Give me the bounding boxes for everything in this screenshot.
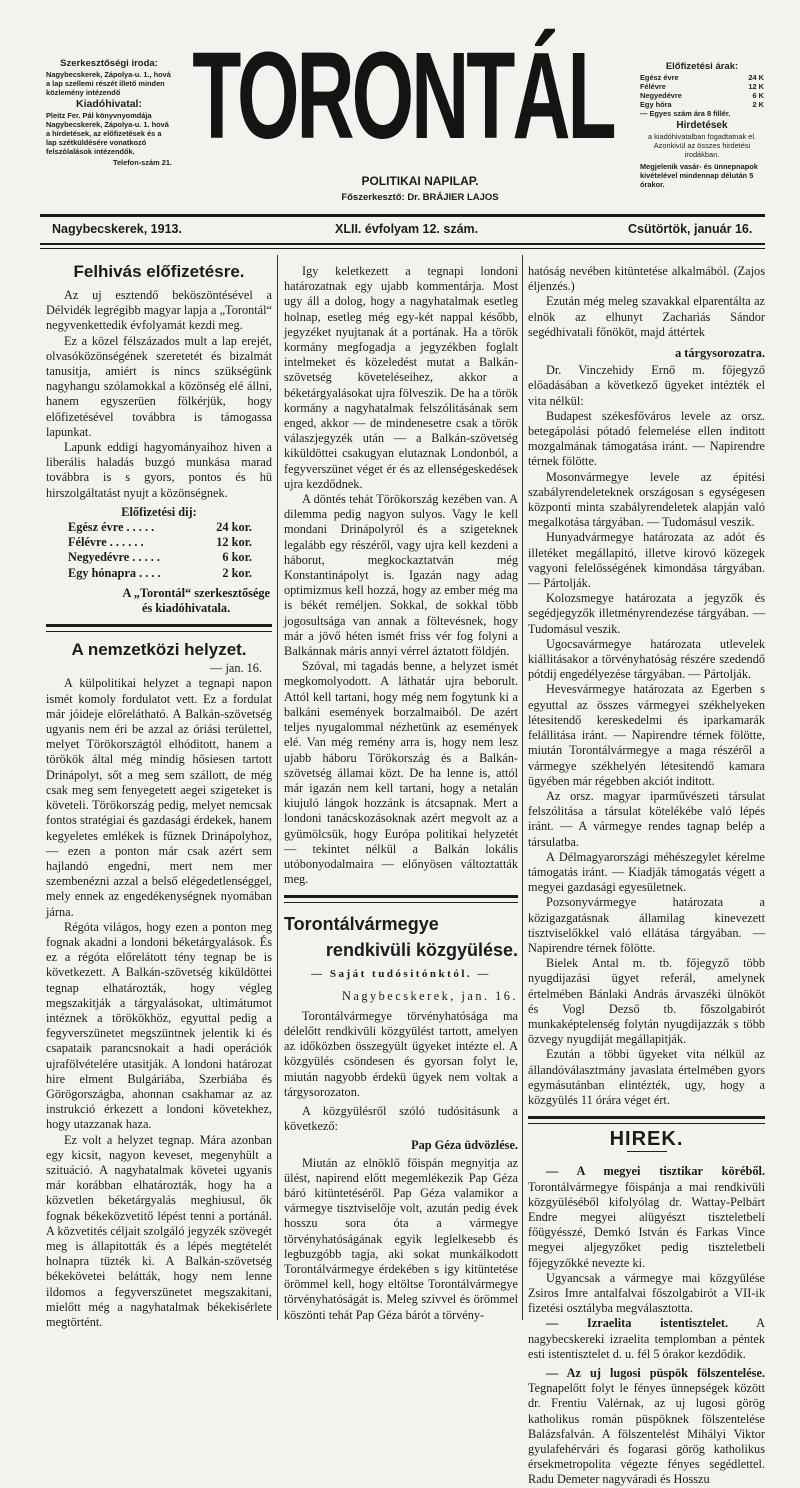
fee-label: Egy hónapra . . . . xyxy=(68,565,161,580)
news-item-lead: — Az uj lugosi püspök fölszentelése. xyxy=(546,1366,765,1381)
dateline-date: Csütörtök, január 16. xyxy=(628,222,753,236)
fee-row xyxy=(46,520,272,535)
price-label: Félévre xyxy=(640,82,666,91)
publisher-text: Pleitz Fer. Pál könyvnyomdája Nagybecskerek, Zápolya-u. 1. hová a hirdetések, az előfizetések és a lap szétküldésére vonatkozó felszólalások intézendők. xyxy=(46,111,169,156)
article-paragraph: Ezután még meleg szavakkal elparentálta az elnök az elhunyt Zachariás Sándor segédhivatali főnököt, majd áttértek xyxy=(528,294,765,339)
article-title-line1: Torontálvármegye xyxy=(284,914,439,935)
section-rule xyxy=(46,624,272,632)
article-subheading: Pap Géza üdvözlése. xyxy=(411,1138,518,1153)
short-rule xyxy=(627,1151,667,1152)
editorial-office-text: Nagybecskerek, Zápolya-u. 1., hová a lap szellemi részét illető minden közlemény intézendő xyxy=(46,70,171,97)
news-item-lead: — Izraelita istentisztelet. xyxy=(546,1316,729,1331)
dateline-place-year: Nagybecskerek, 1913. xyxy=(52,222,182,236)
article-paragraph: A döntés tehát Törökország kezében van. A dilemma pedig nagyon sulyos. Vagy le kell mondani Drinápolyról és a szigeteknek legalább egy részéről, vagy ujra kell kezdeni a háborut, megkockaztatván még Konstantinápolyt is. Igazán nagy adag optimizmus kell hozzá, hogy az ember még ma is békét reméljen. Sokkal, de sokkal több jogosultsága van annak a föltevésnek, hogy már a jövő héten ismét friss vér fog folyni a Balkánnak máris annyi vérrel áztatott földjén. xyxy=(284,492,518,659)
price-label: Egy hóra xyxy=(640,100,672,109)
price-value: 12 K xyxy=(748,82,764,91)
fee-row xyxy=(46,535,272,550)
newspaper-title-logo: TORONTÁL xyxy=(192,28,614,165)
fee-label: Félévre . . . . . . xyxy=(68,535,144,550)
article-paragraph: Lapunk eddigi hagyományaihoz hiven a liberális haladás buzgó munkása marad továbbra is s gyors, pontos és hü hirszolgáltatást nyujt a közönségnek. xyxy=(46,440,272,500)
column-middle xyxy=(284,264,518,1323)
agenda-item: Ugocsavármegye határozata utlevelek kiállitásakor a törvényhatóság részére szedendő pótdij engedélyezése tárgyában. — Pártolják. xyxy=(528,636,765,682)
newspaper-subtitle: POLITIKAI NAPILAP. xyxy=(361,174,479,188)
section-rule xyxy=(284,895,518,903)
agenda-item: Az orsz. magyar iparművészeti társulat felszólitása a társulat kötelékébe való lépés iránt. — A vármegye rendes tagnap belép a társulatba. xyxy=(528,788,765,849)
fee-row xyxy=(46,566,272,581)
masthead-rule xyxy=(40,214,765,217)
news-item-text: Torontálvármegye főispánja a mai rendkivüli közgyüléséből kifolyólag dr. Wattay-Pelbárt Endre megyei alügyészt tiszteletbeli főügyésszé, Demkó István és Farkas Vince megyei aljegyzőket pedig tiszteletbeli főjegyzőkké nevezte ki. xyxy=(528,1179,765,1270)
news-item-text: A nagybecskereki izraelita templomban a péntek esti istentisztelet d. u. fél 5 órakor kezdődik. xyxy=(528,1316,765,1361)
subscription-prices-box xyxy=(640,62,764,189)
article-title: Felhivás előfizetésre. xyxy=(73,262,245,281)
subscription-fee-title: Előfizetési dij: xyxy=(121,504,197,519)
fee-label: Egész évre . . . . . xyxy=(68,520,155,535)
price-label: Egész évre xyxy=(640,73,679,82)
article-paragraph: Ez a közel félszázados mult a lap erejét, olvasóközönségének szeretetét és bizalmát tanusitja, amiért is nincs szükségünk nagyhangu szólamokkal a közönség elé állni, hanem egyszerüen fölkérjük, hogy előfizetésével továbbra is támogassa lapunkat. xyxy=(46,333,272,439)
article-subheading: a tárgysorozatra. xyxy=(675,346,765,361)
article-paragraph: Torontálvármegye törvényhatósága ma délelőtt rendkivüli közgyülést tartott, amelyen az időközben összegyült ügyeket intézte el. A közgyülés csöndesen és gyorsan folyt le, miután nagyobb érdekü ügyek nem voltak a tárgysorozaton. xyxy=(284,1008,518,1099)
news-item xyxy=(528,1164,765,1270)
article-dateline: — jan. 16. xyxy=(210,661,262,676)
news-item xyxy=(528,1271,765,1317)
agenda-item: Bielek Antal m. tb. főjegyző több nyugdijazási ügyet referál, amelynek értelmében Bánlaki András árvaszéki ülnököt és Vogl Dezső tb. főszolgabirót munkaképtelenség folytán nyugdijazzák s több özvegy nyugdiját megállapitják. xyxy=(528,956,765,1047)
article-dateline: Nagybecskerek, jan. 16. xyxy=(342,988,518,1003)
fee-value: 12 kor. xyxy=(216,535,252,550)
fee-value: 2 kor. xyxy=(222,565,252,580)
news-item xyxy=(528,1316,765,1362)
phone-number: Telefon-szám 21. xyxy=(112,158,172,167)
editorial-office-heading: Szerkesztőségi iroda: xyxy=(60,58,158,69)
agenda-item: Dr. Vinczehidy Ernő m. főjegyző előadásában a következő ügyeket intézték el vita nélkül: xyxy=(528,363,765,408)
dateline-issue: XLII. évfolyam 12. szám. xyxy=(335,222,479,236)
column-divider xyxy=(277,255,278,1320)
agenda-item: Mosonvármegye levele az épitési szabályrendeleteknek országosan s egységesen központi minta szabályrendeletek alapján való megalkotása tárgyában. — Tudomásul veszik. xyxy=(528,469,765,530)
column-right xyxy=(528,264,765,1488)
fee-row xyxy=(46,550,272,565)
article-paragraph: Igy keletkezett a tegnapi londoni határozatnak egy ujabb kommentárja. Most ugy áll a dolog, hogy a nagyhatalmak esetleg holnap, esetleg még egy-két nappal később, jegyzéket nyujtanak át a portának. Ha a török kormány megfogadja a jegyzékben foglalt intelmeket és közeledést mutat a Balkán-szövetség követeléseihez, akkor a béketárgyalásokat ujra fölveszik. De ha a török kormány a nagyhatalmak felszólitásának sem enged, akkor — de mindenesetre csak a török válaszjegyzék után — a Balkán-szövetség kiküldöttei csakugyan elutaznak Londonból, a fegyverszünet véget ér és az ellenségeskedések ujra kezdődnek. xyxy=(284,264,518,491)
agenda-item: A Délmagyarországi méhészegylet kérelme támogatás iránt. — Kiadják támogatás végett a megyei gazdasági egyesületnek. xyxy=(528,849,765,895)
news-item xyxy=(528,1366,765,1488)
price-value: 24 K xyxy=(748,73,764,82)
article-paragraph: Szóval, mi tagadás benne, a helyzet ismét megkomolyodott. A láthatár ujra beborult. Attól kell tartani, hogy még nem fogytunk ki a balkáni események borzalmaiból. De azért teljes nyugalommal nézhetünk az események elé. Van még remény arra is, hogy nem lesz ujabb háboru Törökország és a Balkán-szövetség államai közt. De ha lenne is, attól már igazán nem kell tartani, hogy a netalán kiujuló lángok hozzánk is átcsapnak. Mert a londoni tanácskozásoknak azért megvolt az a gyümölcsük, hogy Európa politikai helyzetét — tekintet nélkül a Balkán lokális utóbonyodalmaira — előnyösen változtatták meg. xyxy=(284,659,518,887)
advertisements-text: a kiadóhivatalban fogadtatnak el. Azonkivül az összes hirdetési irodákban. xyxy=(647,132,757,159)
price-label: Negyedévre xyxy=(640,91,682,100)
article-paragraph: A külpolitikai helyzet a tegnapi napon ismét komoly fordulatot vett. Ez a fordulat már jóideje előrelátható. A Balkán-szövetség ugyanis nem éri be azzal az óriási területtel, melyet Törökországtól elhóditott, hanem a törökök által még mindig hősiesen tartott Drinápolyt, sőt a meg sem szállott, de még csak meg sem fenyegetett aegei szigeteket is követeli. Törökország pedig, melyet nemcsak fontos stratégiai és gazdasági érdekek, hanem kegyeletes emlékek is fűznek Drinápolyhoz, — ezen a ponton már csak azért sem hajlandó engedni, mert nem mer szembenézni azzal a belső elégedetlenséggel, mely ennek az engedékenységnek nyomában járna. xyxy=(46,676,272,919)
article-paragraph: Régóta világos, hogy ezen a ponton meg fognak akadni a londoni béketárgyalások. És ez a régóta előrelátott tény tegnap be is következett. A Balkán-szövetség kiküldöttei tegnap elhatározták, hogy végleg megszakitják a tárgyalásokat, ultimátumot intéznek a törökökhöz, egyuttal pedig a fegyverszünetet megszüntnek jelentik ki és csapataik parancsnokait a hadi operációk ujrafölvételére utasitják. A londoni határozat hire elment Bulgáriába, Szerbiába és Görögországba, ahonnan csakhamar az az instrukció érkezett a londoni követekhez, hogy utazzanak haza. xyxy=(46,919,272,1132)
article-paragraph: A közgyülésről szóló tudósitásunk a következő: xyxy=(284,1103,518,1134)
fee-label: Negyedévre . . . . . xyxy=(68,550,160,565)
agenda-item: Hevesvármegye határozata az Egerben s egyuttal az összes vármegyei székhelyeken létesitendő kereskedelmi és iparkamarák felállitása iránt. — Napirendre térnek fölötte, miután Torontálvármegye a maga részéről a vármegye székhelyén létesitendő kamara ügyében már régebben akciót inditott. xyxy=(528,682,765,788)
section-rule xyxy=(528,1116,765,1124)
article-title: A nemzetközi helyzet. xyxy=(71,640,247,660)
publisher-heading: Kiadóhivatal: xyxy=(76,98,142,110)
article-paragraph: Ez volt a helyzet tegnap. Mára azonban egy kicsit, nagyon keveset, megenyhült a szituáció. A nagyhatalmak követei ugyanis már korábban elhatározták, hogy ha a közvetlen béketárgyalás meghiusul, ők fognak békeközvetitő lépést tenni a portánál. A közvetités céljait szolgáló jegyzék szövegét meg is állapitották és a lépés megtételét holnapra tüzték ki. A Balkán-szövetség békekövetei belátták, hogy nem lenne ildomos a fegyverszünetet megszakitani, mielőtt még a nagyhatalmak békekisérlete megtörtént. xyxy=(46,1132,272,1329)
dateline-rule xyxy=(40,243,765,245)
signature-line: és kiadóhivatala. xyxy=(142,601,231,616)
agenda-item: Pozsonyvármegye határozata a közigazgatásnak államilag kinevezett tisztviselőkkel való ellátása tárgyában. — Napirendre térnek fölötte. xyxy=(528,895,765,955)
subscription-prices-heading: Előfizetési árak: xyxy=(665,61,739,72)
editorial-office-box xyxy=(46,56,172,167)
price-value: 6 K xyxy=(752,91,764,100)
editor-in-chief: Főszerkesztő: Dr. BRÁJIER LAJOS xyxy=(341,192,499,203)
article-paragraph: hatóság nevében kitüntetése alkalmából. (Zajos éljenzés.) xyxy=(528,264,765,294)
agenda-item: Hunyadvármegye határozata az adót és illetéket megállapitó, illetve kirovó közegek vagyoni felelősségének kimondása tárgyában. — Pártolják. xyxy=(528,530,765,591)
publication-schedule: Megjelenik vasár- és ünnepnapok kivételével mindennap délután 5 órakor. xyxy=(640,162,758,189)
single-copy-price: — Egyes szám ára 8 fillér. xyxy=(640,109,731,118)
news-item-text: Tegnapelőtt folyt le fényes ünnepségek között dr. Frentiu Valérnak, az uj lugosi görög katholikus román püspöknek fölszentelése Balázsfalván. A fölszentelést Mihályi Viktor gyulafehérvári és fogarasi görög katholikus érsekmetropolita végezte fényes segédlettel. Radu Demeter nagyváradi és Hosszu xyxy=(528,1381,765,1487)
signature-line: A „Torontál“ szerkesztősége xyxy=(122,585,270,600)
column-divider xyxy=(522,255,523,1320)
agenda-item: Kolozsmegye határozata a jegyzők és segédjegyzők illetményrendezése tárgyában. — Tudomásul veszik. xyxy=(528,591,765,636)
news-item-text: Ugyancsak a vármegye mai közgyülése Zsiros Imre antalfalvai főszolgabirót a VII-ik fizetési osztályba megválasztotta. xyxy=(528,1270,765,1316)
article-paragraph: Miután az elnöklő főispán megnyitja az ülést, napirend előtt megemlékezik Pap Géza báró kitüntetéséről. Pap Géza valamikor a vármegye tisztviselője volt, azután pedig évek hosszu sora óta a vármegye törvényhatóságának egyik leglelkesebb és legbuzgóbb tagja, aki sokat munkálkodott Torontálvármegye érdekében s igy kitüntetése örömmel kell, hogy eltöltse Torontálvármegye törvényhatóságát is. Meleg szivvel és örömmel köszönti tehát Pap Géza bárót a törvény- xyxy=(284,1155,518,1322)
dateline-rule-thin xyxy=(40,248,765,249)
news-item-lead: — A megyei tisztikar köréből. xyxy=(546,1164,765,1179)
price-value: 2 K xyxy=(752,100,764,109)
fee-value: 24 kor. xyxy=(216,520,252,535)
agenda-item: Budapest székesfőváros levele az orsz. betegápolási pótadó felemelése ellen inditott mozgalmának támogatása iránt. — Napirendre térnek fölötte. xyxy=(528,408,765,469)
article-byline: — Saját tudósitónktól. — xyxy=(311,968,491,981)
article-title-line2: rendkivüli közgyülése. xyxy=(325,940,518,961)
article-paragraph: Az uj esztendő beköszöntésével a Délvidék legrégibb magyar lapja a „Torontál“ negyvenkettedik évfolyamát kezdi meg. xyxy=(46,288,272,333)
fee-value: 6 kor. xyxy=(222,550,252,565)
column-left xyxy=(46,258,272,1330)
news-section-title: HIREK. xyxy=(609,1128,684,1151)
advertisements-heading: Hirdetések xyxy=(676,120,728,131)
agenda-item: Ezután a többi ügyeket vita nélkül az állandóválasztmány javaslata értelmében gyors egymásutánban elintézték, ugy, hogy a közgyülés 11 órára véget ért. xyxy=(528,1047,765,1107)
